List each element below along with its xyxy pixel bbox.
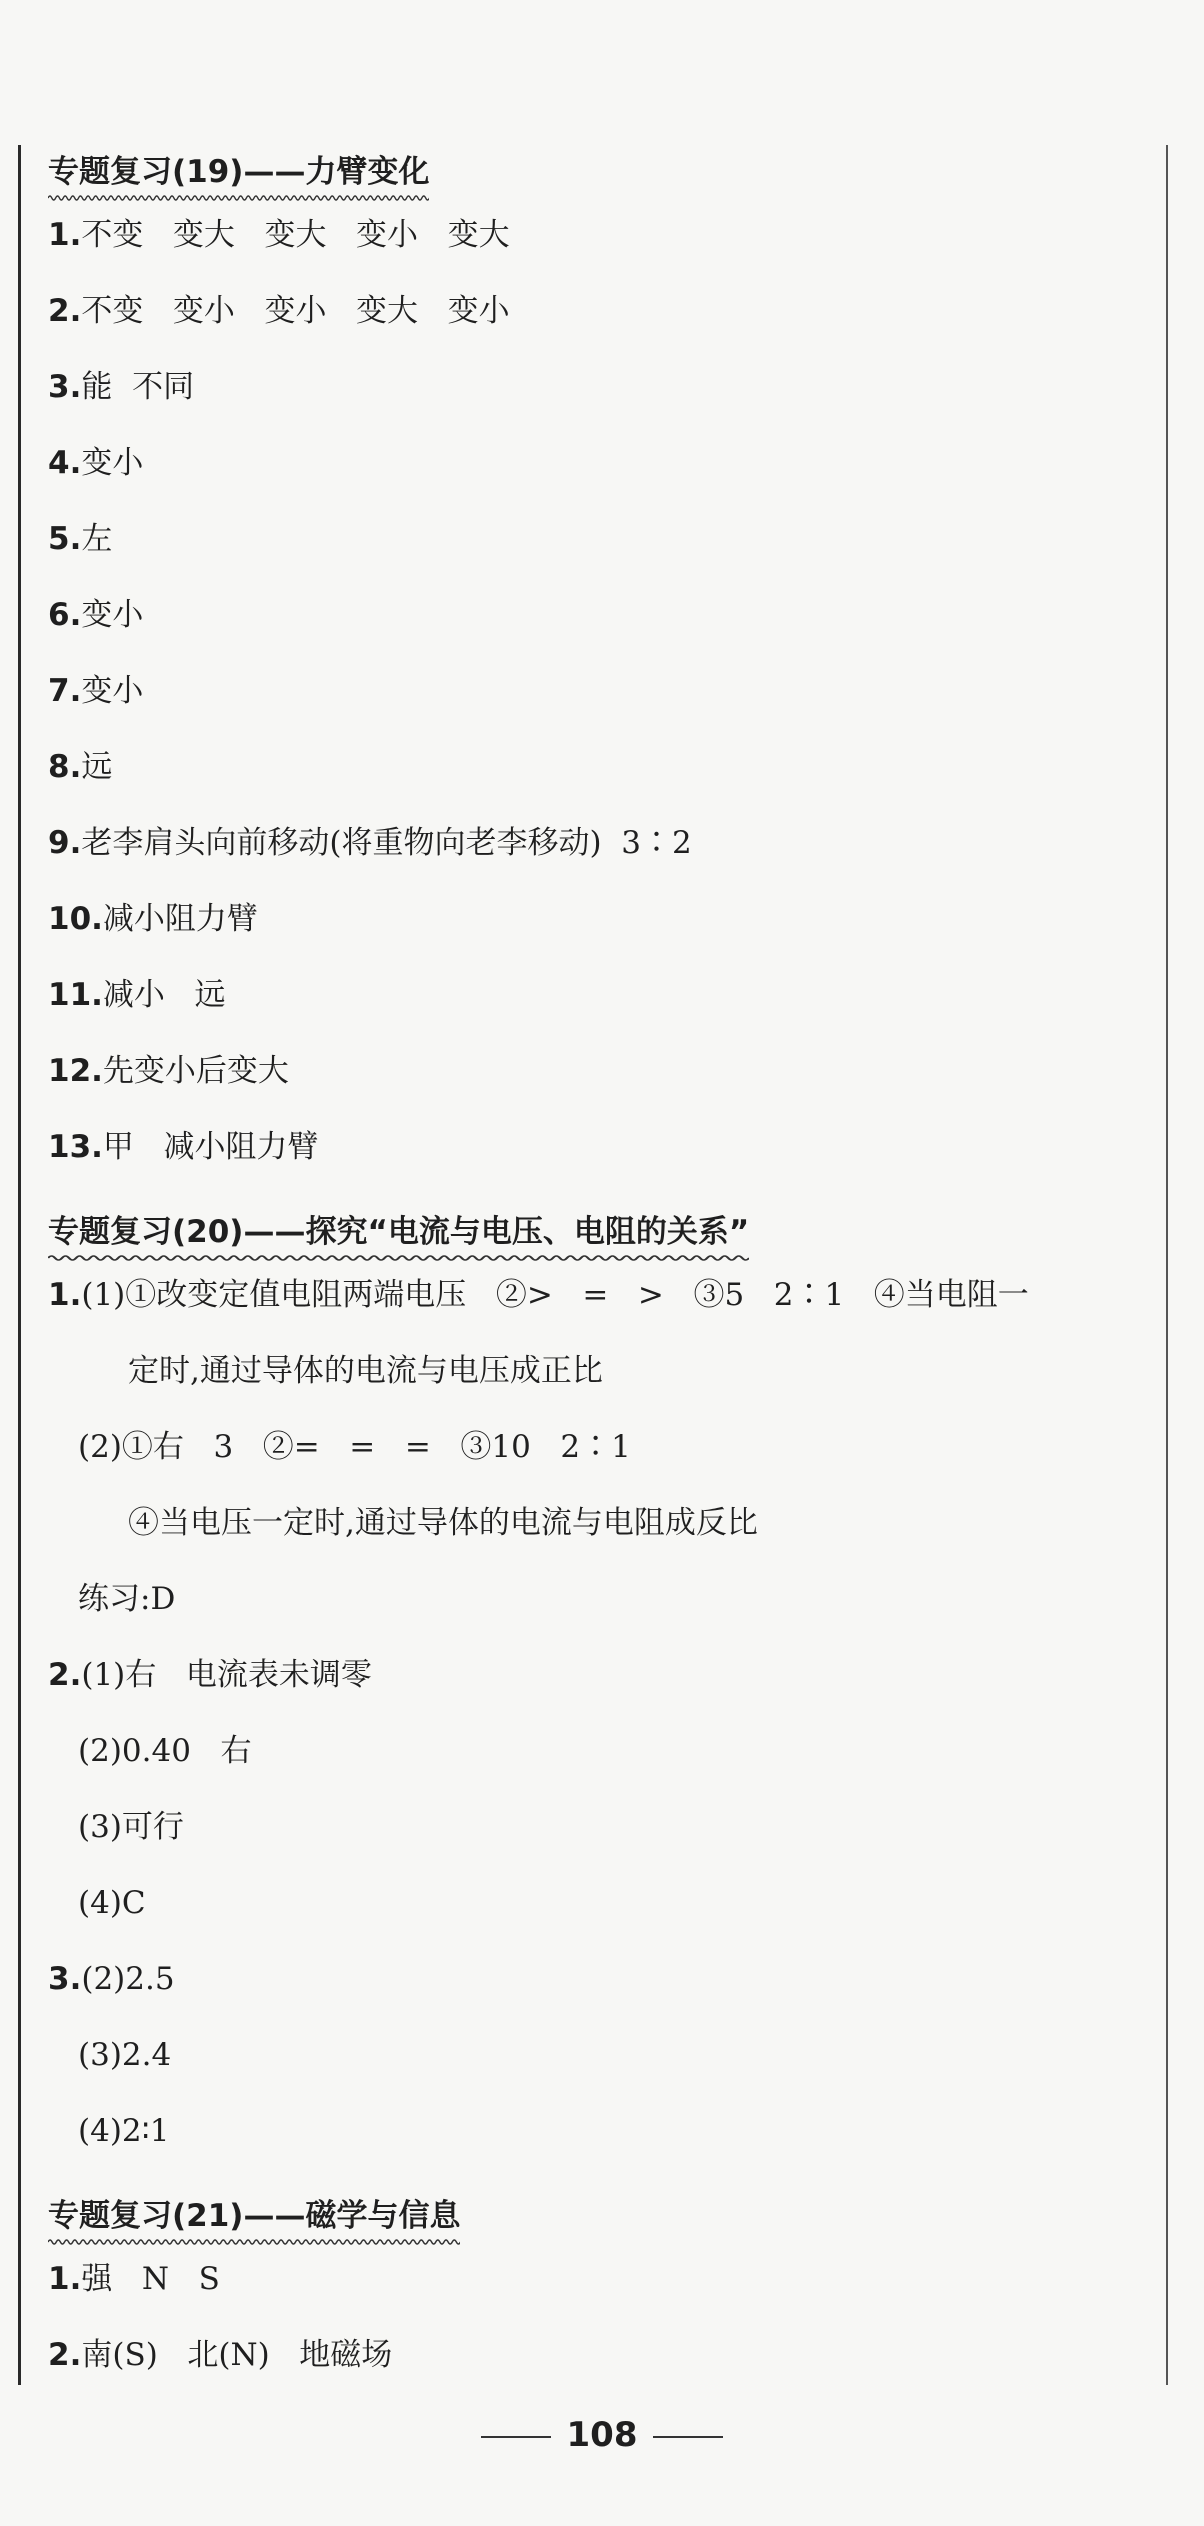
answer-text: 强 N S	[81, 2261, 220, 2297]
answer-text: ④当电压一定时,通过导体的电流与电阻成反比	[128, 1505, 758, 1541]
question-number: 6.	[48, 597, 82, 633]
question-number: 2.	[48, 1657, 82, 1693]
answer-row	[48, 212, 1153, 288]
answer-row	[48, 744, 1153, 820]
answer-row	[48, 972, 1153, 1048]
answer-text: 变小	[81, 597, 144, 633]
answer-text: (3)可行	[78, 1809, 184, 1845]
answer-text: 甲 减小阻力臂	[102, 1129, 319, 1165]
question-number: 11.	[48, 977, 103, 1013]
question-number: 2.	[48, 2337, 82, 2373]
section-heading	[48, 2184, 460, 2256]
question-number: 12.	[48, 1053, 103, 1089]
footer-dash-left	[481, 2436, 551, 2438]
answer-row	[48, 1124, 1153, 1200]
answer-text: (2)0.40 右	[78, 1733, 252, 1769]
answer-text: (2)2.5	[81, 1961, 175, 1997]
answer-text: 左	[81, 521, 113, 557]
question-number: 1.	[48, 2261, 82, 2297]
section-title: 专题复习(19)——力臂变化	[48, 154, 430, 190]
answer-text: 变小	[81, 445, 144, 481]
answer-text: 变小	[81, 673, 144, 709]
answer-text: (1)①改变定值电阻两端电压 ②> = > ③5 2∶1 ④当电阻一	[81, 1277, 1029, 1313]
answer-text: 南(S) 北(N) 地磁场	[81, 2337, 393, 2373]
answer-row	[48, 440, 1153, 516]
answer-row	[48, 1348, 1153, 1424]
question-number: 4.	[48, 445, 82, 481]
answer-text: 定时,通过导体的电流与电压成正比	[128, 1353, 603, 1389]
answer-row	[48, 1880, 1153, 1956]
answer-text: 减小 远	[102, 977, 226, 1013]
answer-row	[48, 1804, 1153, 1880]
answer-row	[48, 1272, 1153, 1348]
answer-text: 练习:D	[78, 1581, 176, 1617]
question-number: 10.	[48, 901, 103, 937]
answer-row	[48, 288, 1153, 364]
answer-text: 不变 变小 变小 变大 变小	[81, 293, 510, 329]
page-footer	[0, 2415, 1204, 2455]
answer-row	[48, 820, 1153, 896]
question-number: 8.	[48, 749, 82, 785]
question-number: 3.	[48, 1961, 82, 1997]
question-number: 13.	[48, 1129, 103, 1165]
answer-row	[48, 1048, 1153, 1124]
answer-row	[48, 668, 1153, 744]
answer-text: 老李肩头向前移动(将重物向老李移动) 3∶2	[81, 825, 692, 861]
footer-dash-right	[653, 2436, 723, 2438]
page-number: 108	[566, 2415, 638, 2455]
question-number: 7.	[48, 673, 82, 709]
answer-row	[48, 1576, 1153, 1652]
question-number: 3.	[48, 369, 82, 405]
section-heading	[48, 1200, 749, 1272]
answer-text: (1)右 电流表未调零	[81, 1657, 372, 1693]
wavy-underline	[48, 194, 429, 202]
answer-text: (4)C	[78, 1885, 146, 1921]
answer-text: 不变 变大 变大 变小 变大	[81, 217, 510, 253]
answer-row	[48, 1424, 1153, 1500]
section-heading	[48, 140, 429, 212]
section-title: 专题复习(20)——探究“电流与电压、电阻的关系”	[48, 1214, 750, 1250]
answer-row	[48, 1728, 1153, 1804]
question-number: 2.	[48, 293, 82, 329]
answer-text: (2)①右 3 ②= = = ③10 2∶1	[78, 1429, 631, 1465]
answer-row	[48, 364, 1153, 440]
answer-text: 先变小后变大	[102, 1053, 289, 1089]
question-number: 5.	[48, 521, 82, 557]
answer-row	[48, 516, 1153, 592]
answer-text: (3)2.4	[78, 2037, 172, 2073]
answer-text: 远	[81, 749, 113, 785]
right-margin-rule	[1166, 145, 1168, 2385]
section-title: 专题复习(21)——磁学与信息	[48, 2198, 461, 2234]
answer-text: 能 不同	[81, 369, 195, 405]
left-margin-rule	[18, 145, 21, 2385]
wavy-underline	[48, 2238, 460, 2246]
answer-row	[48, 1956, 1153, 2032]
answer-row	[48, 1500, 1153, 1576]
answer-row	[48, 2032, 1153, 2108]
question-number: 9.	[48, 825, 82, 861]
answer-row	[48, 592, 1153, 668]
answer-row	[48, 2256, 1153, 2332]
answer-text: 减小阻力臂	[102, 901, 258, 937]
answer-row	[48, 896, 1153, 972]
answer-content	[48, 140, 1153, 2408]
question-number: 1.	[48, 217, 82, 253]
wavy-underline	[48, 1254, 749, 1262]
answer-text: (4)2∶1	[78, 2113, 170, 2149]
answer-row	[48, 1652, 1153, 1728]
answer-row	[48, 2332, 1153, 2408]
answer-row	[48, 2108, 1153, 2184]
question-number: 1.	[48, 1277, 82, 1313]
